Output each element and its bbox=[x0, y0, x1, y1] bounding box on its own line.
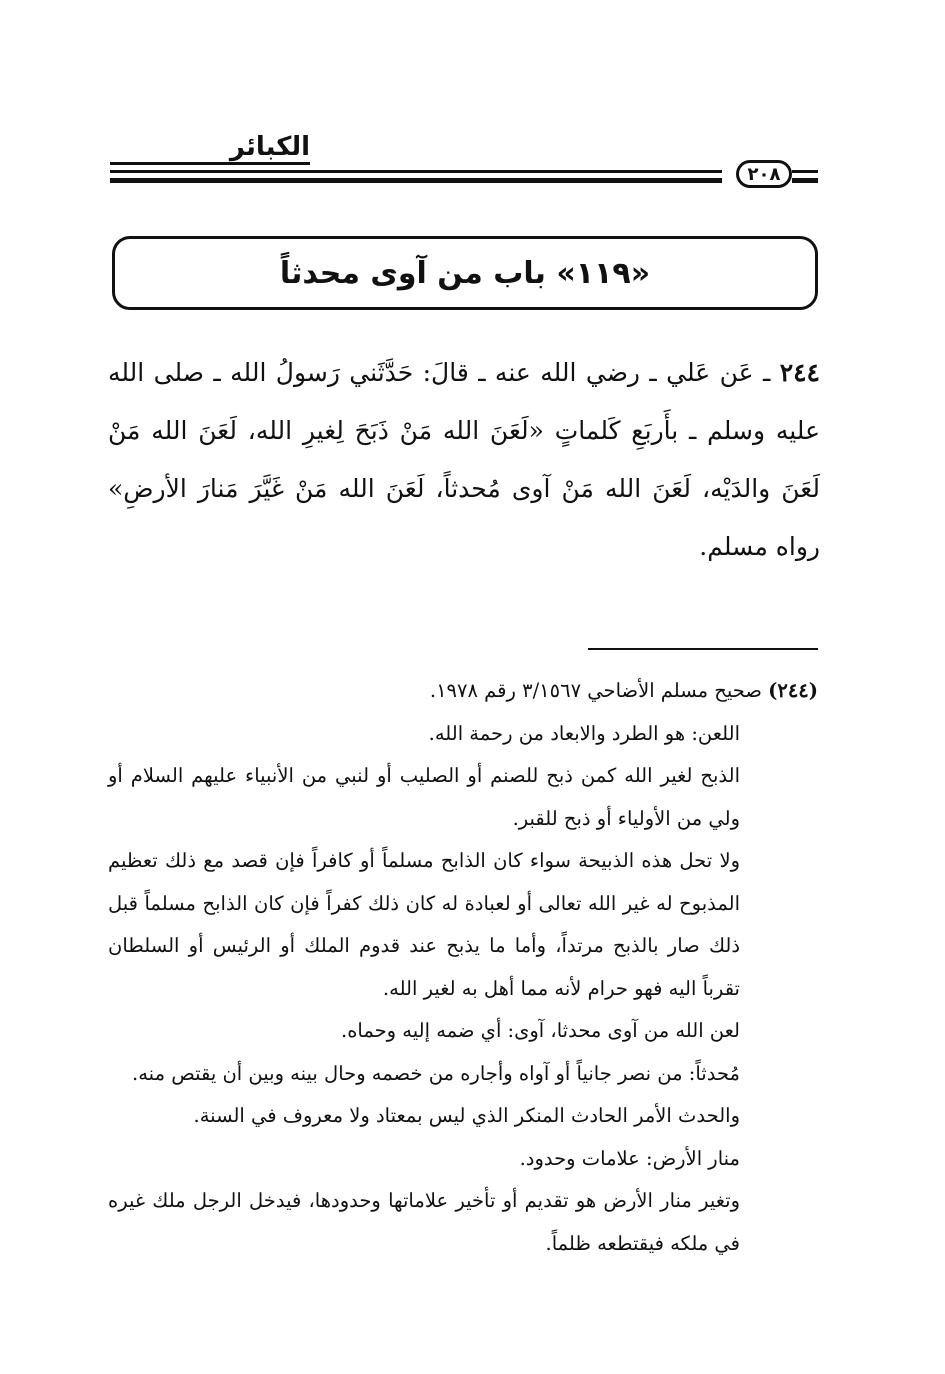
footnote-paragraph: اللعن: هو الطرد والابعاد من رحمة الله. bbox=[428, 721, 740, 745]
footnote-paragraph: ولا تحل هذه الذبيحة سواء كان الذابح مسلماً أو كافراً فإن قصد مع ذلك تعظيم المذبوح له غير الله تعالى أو لعبادة له كان ذلك كفراً فإن كان الذابح مسلماً قبل ذلك صار بالذبح مرتداً، وأما ما يذبح عند قدوم الملك أو الرئيس أو السلطان تقرباً اليه فهو حرام لأنه مما أهل به لغير الله. bbox=[108, 849, 740, 1000]
footnote-paragraph: وتغير منار الأرض هو تقديم أو تأخير علاماتها وحدودها، فيدخل الرجل ملك غيره في ملكه فيقتطعه ظلماً. bbox=[108, 1189, 740, 1255]
book-title: الكبائر bbox=[229, 132, 310, 162]
footnote-paragraph: مُحدثاً: من نصر جانياً أو آواه وأجاره من خصمه وحال بينه وبين أن يقتص منه. bbox=[132, 1061, 740, 1085]
title-underline bbox=[110, 162, 310, 165]
page-number: ٢٠٨ bbox=[736, 160, 792, 188]
footnote-paragraph: منار الأرض: علامات وحدود. bbox=[519, 1146, 740, 1170]
footnote-source bbox=[108, 670, 820, 713]
header-rule-right-bottom bbox=[792, 178, 818, 183]
footnote-paragraph: لعن الله من آوى محدثا، آوى: أي ضمه إليه وحماه. bbox=[341, 1019, 740, 1042]
hadith-number: ٢٤٤ bbox=[779, 358, 820, 387]
chapter-heading-box bbox=[112, 236, 818, 310]
running-header bbox=[110, 132, 818, 192]
footnotes bbox=[108, 670, 820, 1265]
footnote-paragraph: الذبح لغير الله كمن ذبح للصنم أو الصليب أو لنبي من الأنبياء عليهم السلام أو ولي من الأولياء أو ذبح للقبر. bbox=[108, 764, 740, 830]
header-rule-bottom bbox=[110, 178, 722, 183]
hadith-text bbox=[108, 344, 820, 576]
header-rule-top bbox=[110, 170, 722, 173]
hadith-body: ـ عَن عَلي ـ رضي الله عنه ـ قالَ: حَدَّثَني رَسولُ الله ـ صلى الله عليه وسلم ـ بأَربَعِ كَلماتٍ «لَعَنَ الله مَنْ ذَبَحَ لِغيرِ الله، لَعَنَ الله مَنْ لَعَنَ والدَيْه، لَعَنَ الله مَنْ آوى مُحدثاً، لَعَنَ الله مَنْ غَيَّرَ مَنارَ الأرضِ» رواه مسلم. bbox=[108, 358, 820, 561]
footnote-separator bbox=[588, 648, 818, 650]
footnote-paragraph: والحدث الأمر الحادث المنكر الذي ليس بمعتاد ولا معروف في السنة. bbox=[193, 1104, 740, 1127]
footnote-number: (٢٤٤) bbox=[768, 679, 818, 702]
chapter-title: «١١٩» باب من آوى محدثاً bbox=[279, 255, 651, 291]
header-rule-right-top bbox=[792, 170, 818, 173]
footnote-source-text: صحيح مسلم الأضاحي ٣/١٥٦٧ رقم ١٩٧٨. bbox=[429, 679, 762, 702]
